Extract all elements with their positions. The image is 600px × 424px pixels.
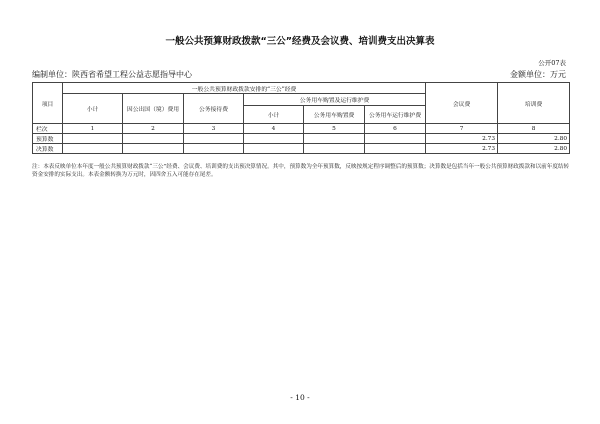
cell [184, 144, 244, 154]
header-item: 项目 [33, 83, 63, 124]
header-vehicle-subtotal: 小计 [244, 106, 304, 124]
expenditure-table [32, 82, 570, 154]
header-vehicle-purchase: 公务用车购置费 [304, 106, 365, 124]
header-vehicle-group: 公务用车购置及运行维护费 [244, 94, 426, 106]
cell: 2.80 [498, 134, 570, 144]
cell [365, 144, 426, 154]
header-three-public-group: 一般公共预算财政拨款安排的“三公”经费 [63, 83, 426, 94]
cell [123, 144, 184, 154]
cell [304, 134, 365, 144]
cell: 7 [426, 124, 498, 134]
header-meeting: 会议费 [426, 83, 498, 124]
row-label: 决算数 [33, 144, 63, 154]
table-row [33, 144, 570, 154]
cell [184, 134, 244, 144]
table-row [33, 124, 570, 134]
cell: 1 [63, 124, 123, 134]
cell: 2.80 [498, 144, 570, 154]
cell [304, 144, 365, 154]
cell: 3 [184, 124, 244, 134]
row-label: 预算数 [33, 134, 63, 144]
cell: 2.73 [426, 134, 498, 144]
header-subtotal: 小计 [63, 94, 123, 124]
header-abroad: 因公出国（境）费用 [123, 94, 184, 124]
page-number: - 10 - [290, 393, 310, 402]
table-footnote: 注：本表反映单位本年度一般公共预算财政拨款“三公”经费、会议费、培训费的支出预决算情况。其中，预算数为全年预算数，反映按规定程序调整后的预算数；决算数是包括当年一般公共预算财政拨款和以前年度结转资金安排的实际支出。本表金额转换为万元时，因四舍五入可能存在尾差。 [32, 164, 570, 178]
cell: 5 [304, 124, 365, 134]
cell: 2.73 [426, 144, 498, 154]
cell: 6 [365, 124, 426, 134]
table-row [33, 134, 570, 144]
cell [244, 144, 304, 154]
header-training: 培训费 [498, 83, 570, 124]
header-vehicle-operation: 公务用车运行维护费 [365, 106, 426, 124]
cell: 8 [498, 124, 570, 134]
cell [63, 144, 123, 154]
report-title: 一般公共预算财政拨款“三公”经费及会议费、培训费支出决算表 [165, 36, 435, 47]
organization-label: 编制单位：陕西省希望工程公益志愿指导中心 [32, 70, 192, 79]
table-number: 公开07表 [538, 59, 566, 67]
cell [123, 134, 184, 144]
cell: 2 [123, 124, 184, 134]
currency-unit-label: 金额单位：万元 [510, 70, 566, 79]
row-label: 栏次 [33, 124, 63, 134]
cell [244, 134, 304, 144]
cell [63, 134, 123, 144]
header-reception: 公务接待费 [184, 94, 244, 124]
cell: 4 [244, 124, 304, 134]
cell [365, 134, 426, 144]
